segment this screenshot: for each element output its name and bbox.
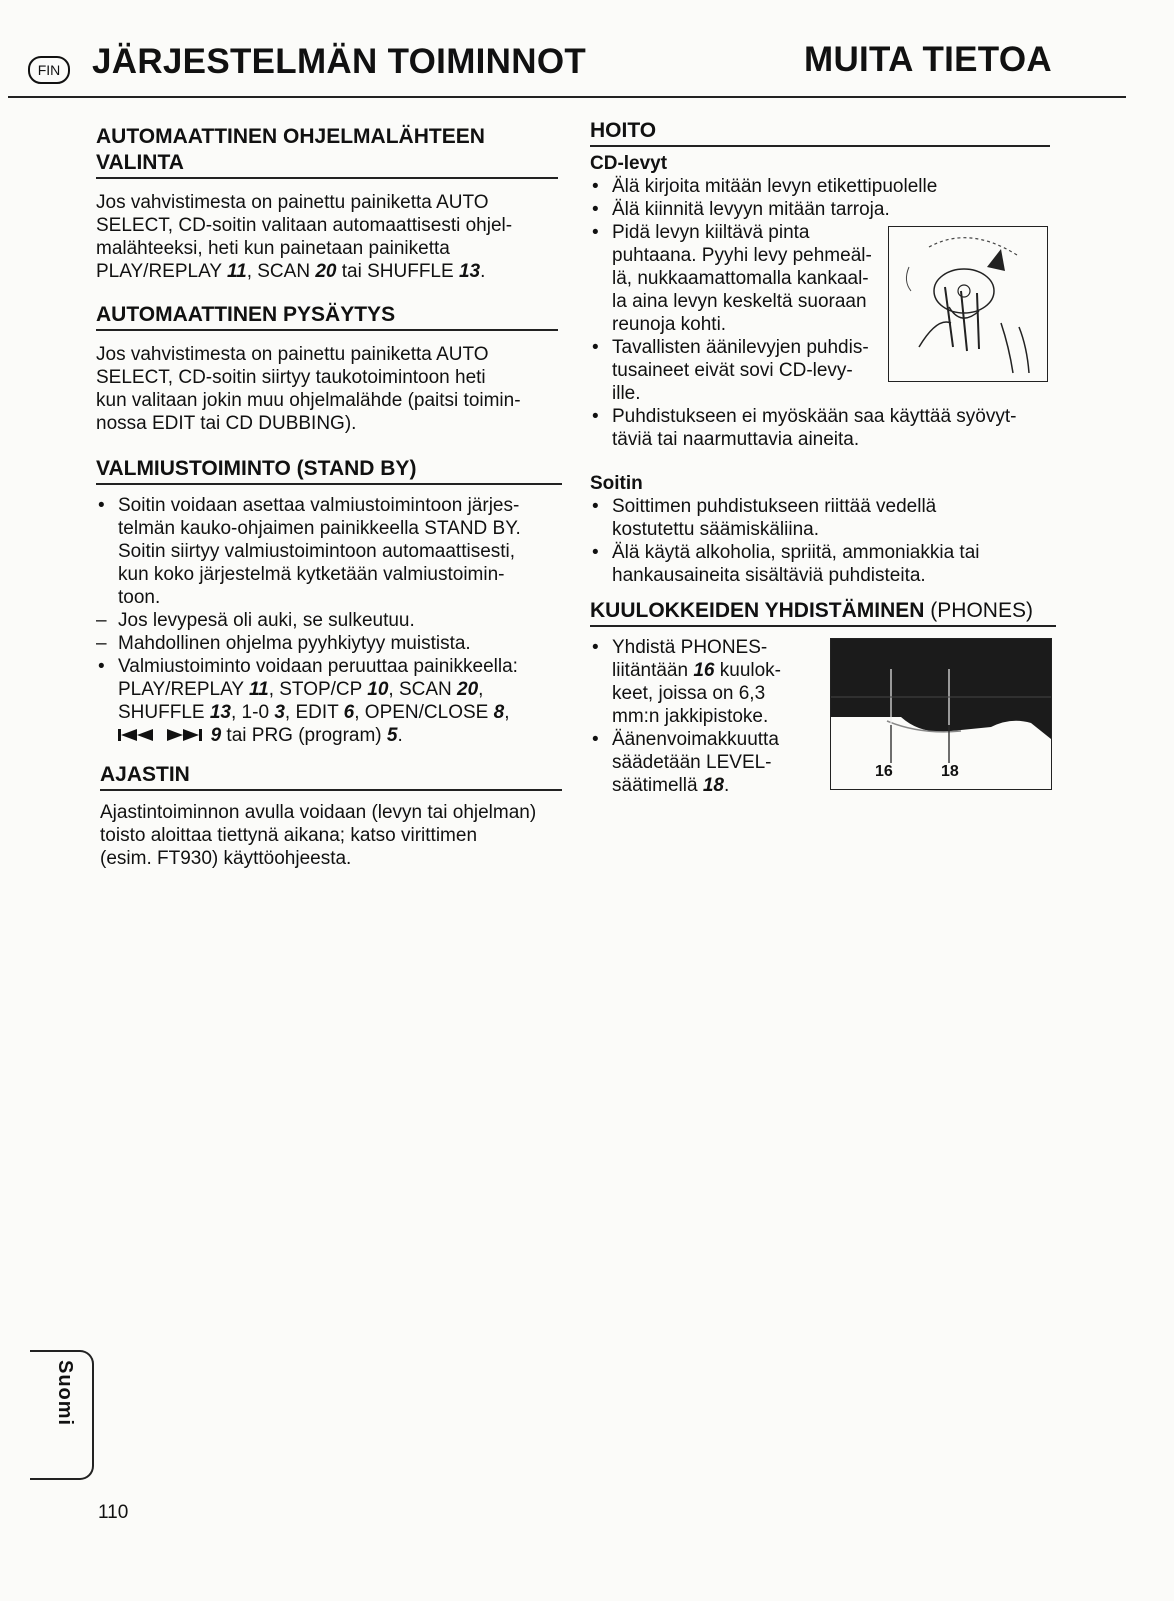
care-heading: HOITO bbox=[590, 118, 1050, 147]
auto-stop-section bbox=[96, 302, 558, 435]
auto-source-heading-line2: VALINTA bbox=[96, 150, 558, 179]
list-item: • Valmiustoiminto voidaan peruuttaa painikkeella: PLAY/REPLAY 11, STOP/CP 10, SCAN 20, SHUFFLE 13, 1-0 3, EDIT 6, OPEN/CLOSE 8, 9 tai PRG (program) 5. bbox=[96, 655, 562, 747]
section-title: MUITA TIETOA bbox=[804, 40, 1052, 79]
header-rule bbox=[8, 96, 1126, 98]
auto-source-section bbox=[96, 124, 558, 283]
auto-stop-heading: AUTOMAATTINEN PYSÄYTYS bbox=[96, 302, 558, 331]
cd-discs-subheading: CD-levyt bbox=[590, 153, 668, 174]
player-care-list bbox=[590, 495, 1050, 587]
list-item: – Mahdollinen ohjelma pyyhkiytyy muistista. bbox=[96, 632, 562, 655]
standby-list bbox=[96, 494, 562, 609]
phones-heading: KUULOKKEIDEN YHDISTÄMINEN (PHONES) bbox=[590, 598, 1056, 627]
phones-jack-illustration bbox=[830, 638, 1052, 790]
figure-label-phones: 16 bbox=[875, 763, 893, 780]
list-item: • Puhdistukseen ei myöskään saa käyttää syövyt- täviä tai naarmuttavia aineita. bbox=[590, 405, 1050, 451]
timer-text: Ajastintoiminnon avulla voidaan (levyn tai ohjelman) toisto aloittaa tiettynä aikana; katso virittimen (esim. FT930) käyttöohjeesta. bbox=[100, 802, 537, 869]
timer-section bbox=[100, 762, 562, 870]
language-badge: FIN bbox=[28, 56, 70, 84]
page-title: JÄRJESTELMÄN TOIMINNOT bbox=[92, 42, 587, 81]
auto-source-heading-line1: AUTOMAATTINEN OHJELMALÄHTEEN bbox=[96, 125, 485, 148]
list-item: • Soitin voidaan asettaa valmiustoimintoon järjes- telmän kauko-ohjaimen painikkeella STAND BY. Soitin siirtyy valmiustoimintoon automaattisesti, kun koko järjestelmä kytketään valmiustoimin- toon. bbox=[96, 494, 562, 609]
timer-heading: AJASTIN bbox=[100, 762, 562, 791]
list-item: • Tavallisten äänilevyjen puhdis- tusaineet eivät sovi CD-levy- ille. bbox=[590, 336, 1050, 405]
list-item: • Äänenvoimakkuutta säädetään LEVEL- säätimellä 18. bbox=[590, 728, 820, 797]
list-item: • Yhdistä PHONES- liitäntään 16 kuulok- keet, joissa on 6,3 mm:n jakkipistoke. bbox=[590, 636, 820, 728]
cd-cleaning-icon bbox=[889, 227, 1047, 381]
page-number: 110 bbox=[98, 1502, 129, 1523]
standby-dash-list bbox=[96, 609, 562, 655]
standby-cancel-list bbox=[96, 655, 562, 747]
phones-list bbox=[590, 636, 820, 797]
list-item: – Jos levypesä oli auki, se sulkeutuu. bbox=[96, 609, 562, 632]
list-item: • Älä kirjoita mitään levyn etikettipuolelle bbox=[590, 175, 1050, 198]
auto-source-text: Jos vahvistimesta on painettu painiketta AUTO SELECT, CD-soitin valitaan automaattisesti ohjel- malähteeksi, heti kun painetaan painiketta PLAY/REPLAY 11, SCAN 20 tai SHUFFLE 13. bbox=[96, 192, 513, 282]
list-item: • Pidä levyn kiiltävä pinta puhtaana. Pyyhi levy pehmeäl- lä, nukkaamattomalla kankaal- la aina levyn keskeltä suoraan reunoja kohti. bbox=[590, 221, 1050, 336]
skip-previous-icon bbox=[118, 728, 156, 742]
figure-label-level: 18 bbox=[941, 763, 959, 780]
standby-section bbox=[96, 456, 562, 747]
list-item: • Soittimen puhdistukseen riittää vedellä kostutettu säämiskäliina. bbox=[590, 495, 1050, 541]
skip-next-icon bbox=[165, 728, 205, 742]
list-item: • Älä käytä alkoholia, spriitä, ammoniakkia tai hankausaineita sisältäviä puhdisteita. bbox=[590, 541, 1050, 587]
list-item: • Älä kiinnitä levyyn mitään tarroja. bbox=[590, 198, 1050, 221]
cd-cleaning-illustration bbox=[888, 226, 1048, 382]
player-subheading: Soitin bbox=[590, 473, 643, 494]
side-tab-label: Suomi bbox=[54, 1360, 76, 1427]
standby-heading: VALMIUSTOIMINTO (STAND BY) bbox=[96, 456, 562, 485]
auto-stop-text: Jos vahvistimesta on painettu painiketta AUTO SELECT, CD-soitin siirtyy taukotoimintoon heti kun valitaan jokin muu ohjelmalähde (paitsi toimin- nossa EDIT tai CD DUBBING). bbox=[96, 344, 521, 434]
